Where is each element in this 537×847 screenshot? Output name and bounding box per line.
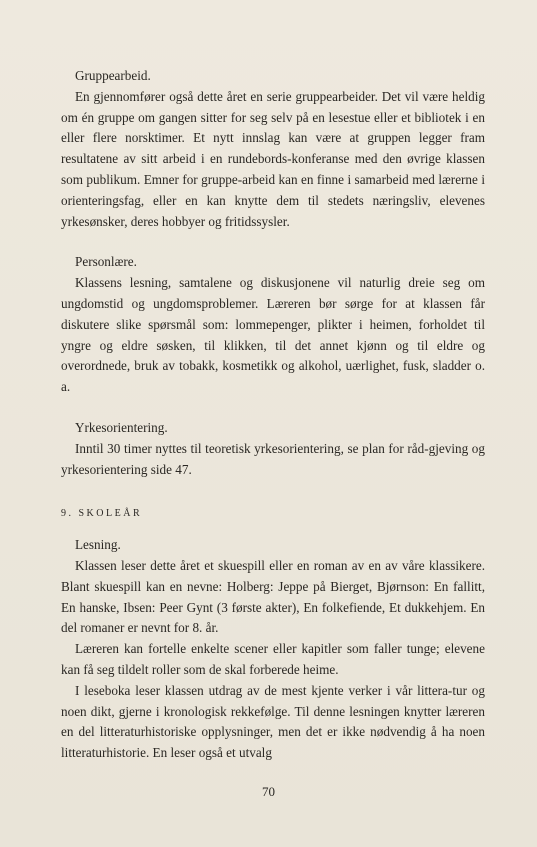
paragraph-gruppearbeid: En gjennomfører også dette året en serie gruppearbeider. Det vil være heldig om én gruppe om gangen sitter for seg selv på en lesestue eller et bibliotek i en eller flere norsktimer. Et nytt innslag kan være at gruppen legger fram resultatene av sitt arbeid i en rundebords-konferanse med den øvrige klassen som publikum. Emner for gruppe-arbeid kan en finne i samarbeid med lærerne i orienteringsfag, eller en kan knytte dem til stedets næringsliv, elevenes yrkesønsker, deres hobbyer og fritidssysler. [61,88,485,229]
page-number: 70 [262,784,275,799]
paragraph-yrkesorientering: Inntil 30 timer nyttes til teoretisk yrkesorientering, se plan for råd-gjeving og yrkesorientering side 47. [61,440,485,477]
paragraph-lesning-3: I leseboka leser klassen utdrag av de mest kjente verker i vår littera-tur og noen dikt, gjerne i kronologisk rekkefølge. Til denne lesningen knytter læreren en del litteraturhistoriske opplysninger, men det er ikke nødvendig å ha noen litteraturhistorie. En leser også et utvalg [61,682,485,761]
section-title: 9. SKOLEÅR [61,508,143,520]
paragraph-lesning-2: Læreren kan fortelle enkelte scener eller kapitler som faller tunge; elevene kan få seg tildelt roller som de skal forberede heime. [61,641,485,677]
heading-gruppearbeid: Gruppearbeid. [75,68,151,83]
heading-yrkesorientering: Yrkesorientering. [75,419,168,435]
heading-personlaere: Personlære. [75,254,137,270]
paragraph-personlaere: Klassens lesning, samtalene og diskusjonene vil naturlig dreie seg om ungdomstid og ungdomsproblemer. Læreren bør sørge for at klassen får diskutere slike spørsmål som: lommepenger, plikter i heimen, forholdet til yngre og eldre søsken, til klikken, til det annet kjønn og til eldre og overordnede, bruk av tobakk, kosmetikk og alkohol, uærlighet, fusk, sladder o. a. [61,275,485,395]
page-body [61,66,485,764]
heading-lesning: Lesning. [75,537,121,553]
paragraph-lesning-1: Klassen leser dette året et skuespill eller en roman av en av våre klassikere. Blant skuespill kan en nevne: Holberg: Jeppe på Bierget, Bjørnson: En fallitt, En hanske, Ibsen: Peer Gynt (3 første akter), En folkefiende, Et dukkehjem. En del romaner er nevnt for 8. år. [61,557,485,636]
